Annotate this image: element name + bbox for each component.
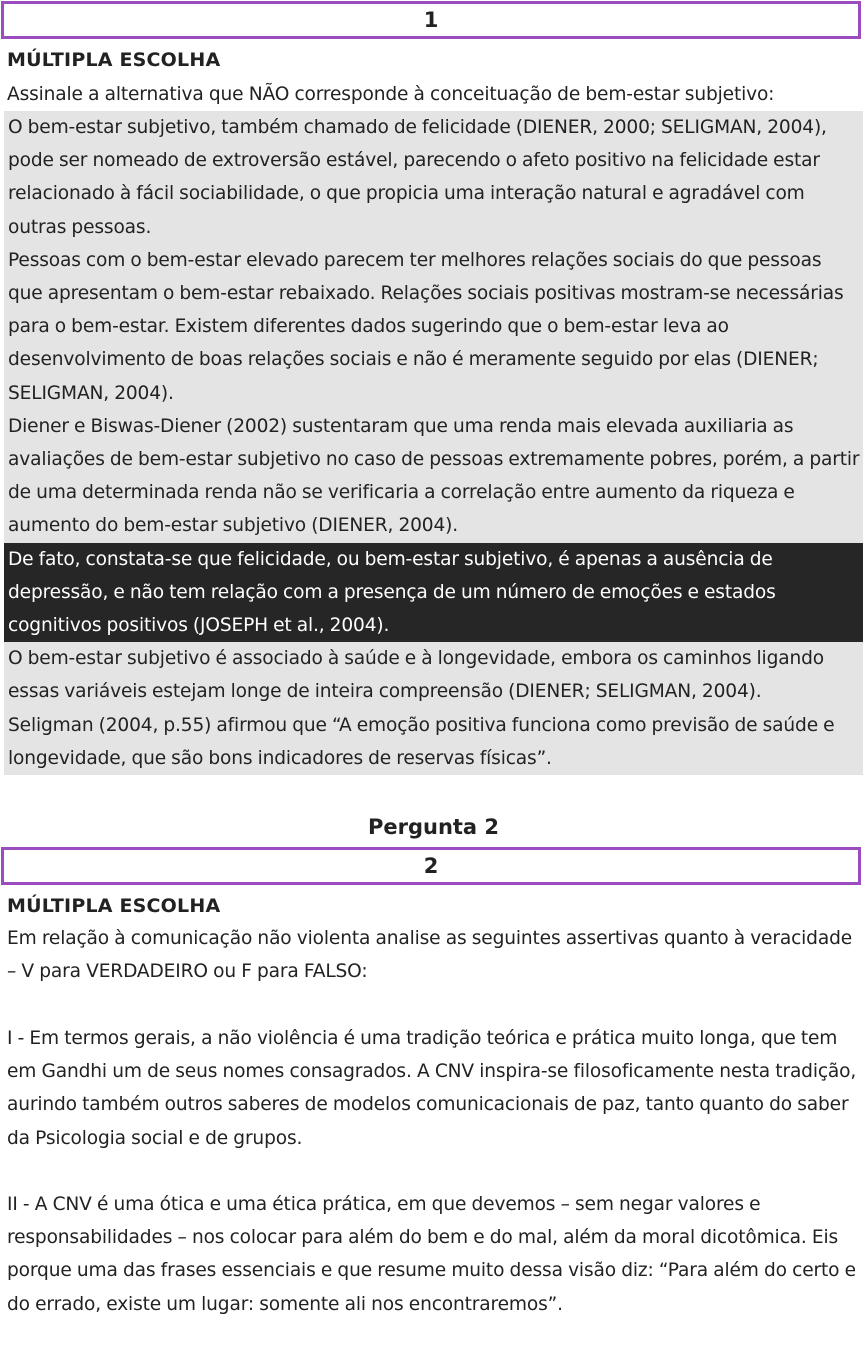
answer-option-2[interactable]: Pessoas com o bem-estar elevado parecem ter melhores relações sociais do que pessoas que apresentam o bem-estar rebaixado. Relações sociais positivas mostram-se necessárias para o bem-estar. Existem diferentes dados sugerindo que o bem-estar leva ao desenvolvimento de boas relações sociais e não é meramente seguido por elas (DIENER; SELIGMAN, 2004). <box>8 249 844 404</box>
question-prompt: Assinale a alternativa que NÃO corresponde à conceituação de bem-estar subjetivo: <box>7 84 775 105</box>
question-number: 1 <box>423 8 439 32</box>
answer-options-list <box>4 111 863 775</box>
answer-option-4-selected[interactable]: De fato, constata-se que felicidade, ou bem-estar subjetivo, é apenas a ausência de depressão, e não tem relação com a presença de um número de emoções e estados cognitivos positivos (JOSEPH et al., 2004). <box>4 543 863 643</box>
question-prompt: Em relação à comunicação não violenta analise as seguintes assertivas quanto à veracidade – V para VERDADEIRO ou F para FALSO: <box>7 928 853 983</box>
statement-1: I - Em termos gerais, a não violência é uma tradição teórica e prática muito longa, que tem em Gandhi um de seus nomes consagrados. A CNV inspira-se filosoficamente nesta tradição, aurindo também outros saberes de modelos comunicacionais de paz, tanto quanto do saber da Psicologia social e de grupos. <box>7 1028 857 1149</box>
question-number-box-2 <box>1 847 861 885</box>
answer-option-1[interactable]: O bem-estar subjetivo, também chamado de felicidade (DIENER, 2000; SELIGMAN, 2004), pode ser nomeado de extroversão estável, parecendo o afeto positivo na felicidade estar relacionado à fácil sociabilidade, o que propicia uma interação natural e agradável com outras pessoas. <box>8 117 827 238</box>
statements-list <box>7 1022 862 1321</box>
answer-option-5[interactable]: O bem-estar subjetivo é associado à saúde e à longevidade, embora os caminhos ligando essas variáveis estejam longe de inteira compreensão (DIENER; SELIGMAN, 2004). <box>8 648 824 703</box>
answer-option-6[interactable]: Seligman (2004, p.55) afirmou que “A emoção positiva funciona como previsão de saúde e longevidade, que são bons indicadores de reservas físicas”. <box>8 714 835 769</box>
question-type-label: MÚLTIPLA ESCOLHA <box>7 49 221 71</box>
question-heading: Pergunta 2 <box>367 815 500 839</box>
answer-option-3[interactable]: Diener e Biswas-Diener (2002) sustentaram que uma renda mais elevada auxiliaria as avaliações de bem-estar subjetivo no caso de pessoas extremamente pobres, porém, a partir de uma determinada renda não se verificaria a correlação entre aumento da riqueza e aumento do bem-estar subjetivo (DIENER, 2004). <box>8 415 860 537</box>
statement-2: II - A CNV é uma ótica e uma ética prática, em que devemos – sem negar valores e responsabilidades – nos colocar para além do bem e do mal, além da moral dicotômica. Eis porque uma das frases essenciais e que resume muito dessa visão diz: “Para além do certo e do errado, existe um lugar: somente ali nos encontraremos”. <box>7 1194 856 1315</box>
question-number: 2 <box>423 854 439 878</box>
question-type-label: MÚLTIPLA ESCOLHA <box>7 895 221 917</box>
question-number-box-1 <box>1 1 861 39</box>
